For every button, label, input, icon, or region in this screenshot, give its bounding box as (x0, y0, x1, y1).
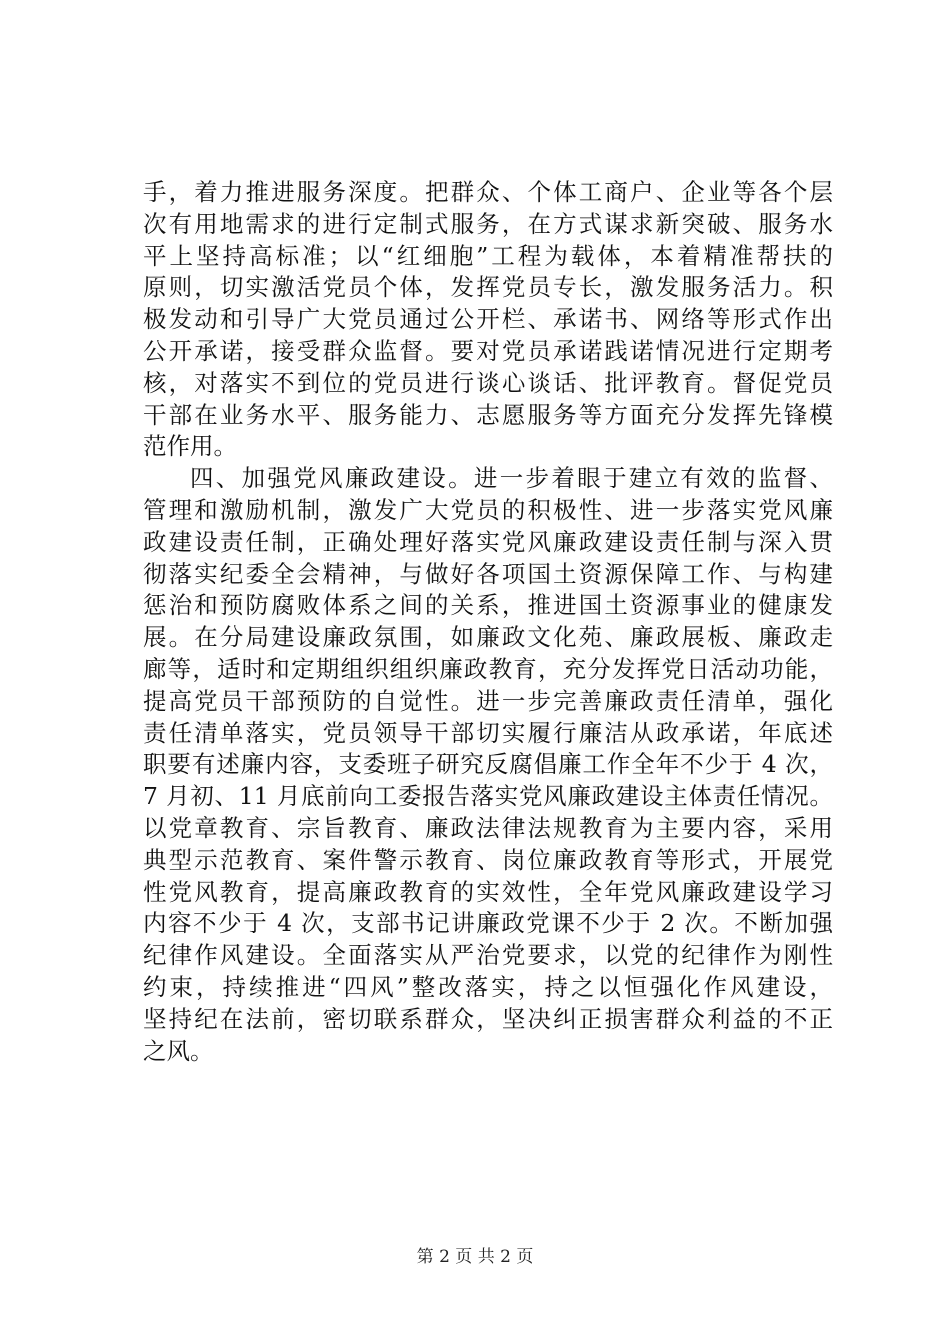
paragraph-line: 手，着力推进服务深度。把群众、个体工商户、企业等各个层 (143, 178, 833, 206)
paragraph-line: 极发动和引导广大党员通过公开栏、承诺书、网络等形式作出 (143, 305, 833, 334)
paragraph-line: 政建设责任制，正确处理好落实党风廉政建设责任制与深入贯 (143, 527, 833, 556)
paragraph-line: 核，对落实不到位的党员进行谈心谈话、批评教育。督促党员 (143, 368, 833, 397)
paragraph-line: 干部在业务水平、服务能力、志愿服务等方面充分发挥先锋模 (143, 400, 833, 429)
paragraph-line: 廊等，适时和定期组织组织廉政教育，充分发挥党日活动功能， (143, 654, 833, 683)
document-body (143, 177, 833, 1067)
paragraph-line: 展。在分局建设廉政氛围，如廉政文化苑、廉政展板、廉政走 (143, 623, 833, 652)
paragraph-line: 7 月初、11 月底前向工委报告落实党风廉政建设主体责任情况。 (143, 782, 833, 811)
paragraph-line: 性党风教育，提高廉政教育的实效性，全年党风廉政建设学习 (143, 877, 833, 906)
paragraph-line: 四、加强党风廉政建设。进一步着眼于建立有效的监督、 (190, 464, 833, 493)
paragraph-1 (143, 177, 833, 463)
paragraph-2 (143, 463, 833, 1067)
paragraph-line: 惩治和预防腐败体系之间的关系，推进国土资源事业的健康发 (143, 591, 833, 620)
paragraph-line: 约束，持续推进“四风”整改落实，持之以恒强化作风建设， (143, 972, 833, 1001)
paragraph-line: 公开承诺，接受群众监督。要对党员承诺践诺情况进行定期考 (143, 336, 833, 365)
paragraph-line: 管理和激励机制，激发广大党员的积极性、进一步落实党风廉 (143, 495, 833, 524)
paragraph-line: 职要有述廉内容，支委班子研究反腐倡廉工作全年不少于 4 次， (143, 750, 833, 779)
paragraph-line: 彻落实纪委全会精神，与做好各项国土资源保障工作、与构建 (143, 559, 833, 588)
paragraph-line: 以党章教育、宗旨教育、廉政法律法规教育为主要内容，采用 (143, 813, 833, 842)
paragraph-line: 次有用地需求的进行定制式服务，在方式谋求新突破、服务水 (143, 209, 833, 238)
paragraph-line: 典型示范教育、案件警示教育、岗位廉政教育等形式，开展党 (143, 845, 833, 874)
paragraph-line: 责任清单落实，党员领导干部切实履行廉洁从政承诺，年底述 (143, 718, 833, 747)
page-number-footer: 第 2 页 共 2 页 (416, 1247, 534, 1267)
paragraph-line: 之风。 (143, 1036, 214, 1065)
paragraph-line: 提高党员干部预防的自觉性。进一步完善廉政责任清单，强化 (143, 686, 833, 715)
paragraph-line: 坚持纪在法前，密切联系群众，坚决纠正损害群众利益的不正 (143, 1004, 833, 1033)
paragraph-line: 范作用。 (143, 432, 237, 461)
paragraph-line: 平上坚持高标准；以“红细胞”工程为载体，本着精准帮扶的 (143, 241, 833, 270)
paragraph-line: 原则，切实激活党员个体，发挥党员专长，激发服务活力。积 (143, 273, 833, 302)
paragraph-line: 纪律作风建设。全面落实从严治党要求，以党的纪律作为刚性 (143, 941, 833, 970)
paragraph-line: 内容不少于 4 次，支部书记讲廉政党课不少于 2 次。不断加强 (143, 909, 833, 938)
